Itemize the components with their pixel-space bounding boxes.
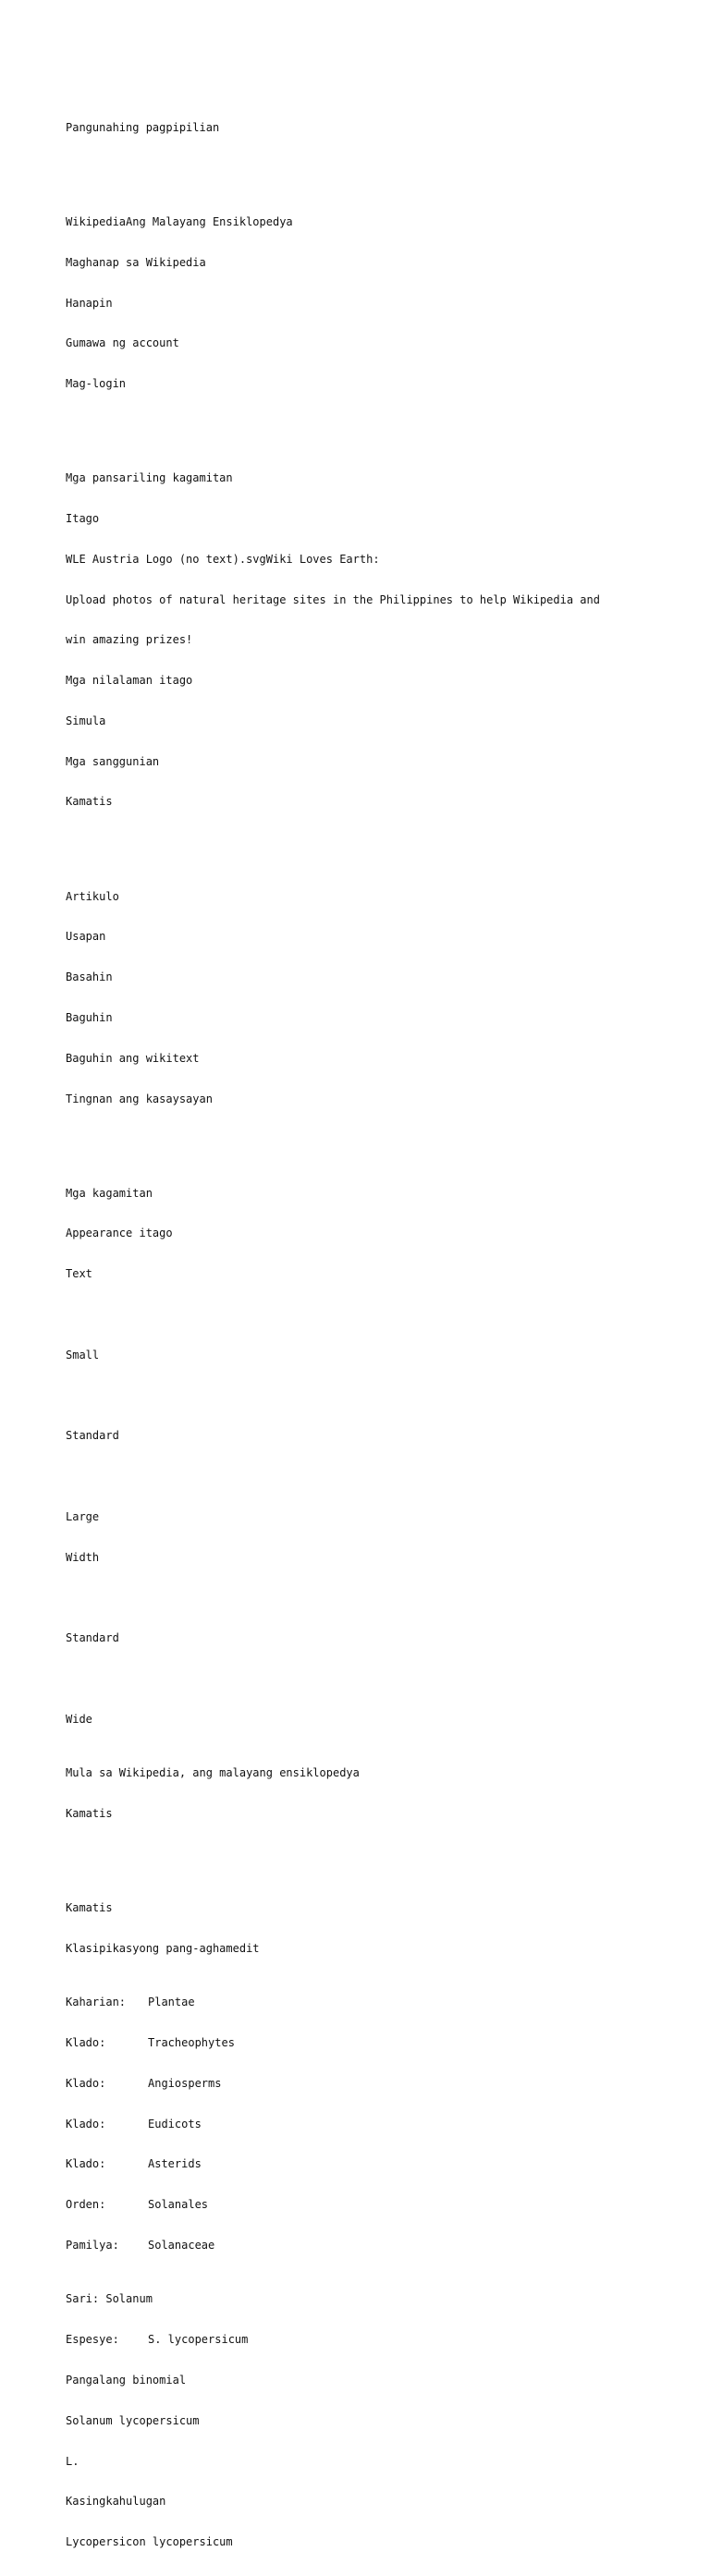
create-account-link[interactable]: Gumawa ng account [66, 336, 179, 350]
taxonomy-rank-label: Klado: [66, 2117, 106, 2130]
contents-hide-toggle[interactable]: Mga nilalaman itago [66, 674, 193, 688]
spacer [66, 162, 694, 176]
taxonomy-row [66, 1996, 694, 2009]
tab-article[interactable]: Artikulo [66, 889, 119, 903]
text-size-label: Text [66, 1267, 92, 1281]
infobox-classification-heading[interactable]: Klasipikasyong pang-aghamedit [66, 1941, 260, 1955]
tab-edit[interactable]: Baguhin [66, 1010, 113, 1024]
site-logo-link[interactable]: WikipediaAng Malayang Ensiklopedya [66, 214, 293, 228]
taxonomy-genus[interactable]: Sari: Solanum [66, 2292, 153, 2306]
article-tagline: Mula sa Wikipedia, ang malayang ensiklopedya [66, 1766, 360, 1780]
taxonomy-rank-label: Pamilya: [66, 2239, 119, 2252]
spacer [66, 1848, 694, 1862]
toc-title: Kamatis [66, 795, 113, 809]
toc-item-references[interactable]: Mga sanggunian [66, 754, 160, 768]
taxonomy-rank-label: Klado: [66, 2076, 106, 2090]
taxonomy-species-value: S. lycopersicum [148, 2333, 249, 2347]
appearance-toggle[interactable]: Appearance itago [66, 1227, 173, 1240]
taxonomy-row [66, 2118, 694, 2131]
binomial-author[interactable]: L. [66, 2454, 80, 2468]
search-input[interactable]: Maghanap sa Wikipedia [66, 255, 206, 269]
taxonomy-row [66, 2036, 694, 2050]
taxonomy-rank-label: Espesye: [66, 2333, 119, 2347]
tab-edit-wikitext[interactable]: Baguhin ang wikitext [66, 1051, 200, 1065]
taxonomy-row [66, 2198, 694, 2212]
text-size-standard-option[interactable]: Standard [66, 1429, 119, 1443]
banner-text-line-1[interactable]: WLE Austria Logo (no text).svgWiki Loves Earth: [66, 552, 380, 566]
synonyms-heading[interactable]: Kasingkahulugan [66, 2495, 166, 2509]
taxonomy-row [66, 2333, 694, 2347]
tab-history[interactable]: Tingnan ang kasaysayan [66, 1092, 213, 1105]
spacer [66, 1672, 694, 1686]
width-wide-option[interactable]: Wide [66, 1712, 92, 1726]
taxonomy-row [66, 2239, 694, 2252]
taxonomy-row [66, 2157, 694, 2171]
tab-read[interactable]: Basahin [66, 971, 113, 984]
taxonomy-rank-label: Orden: [66, 2198, 106, 2212]
width-standard-option[interactable]: Standard [66, 1631, 119, 1645]
toc-item-start[interactable]: Simula [66, 714, 106, 727]
banner-text-line-2: Upload photos of natural heritage sites in the Philippines to help Wikipedia and [66, 592, 600, 606]
taxonomy-value-link[interactable]: Tracheophytes [148, 2036, 235, 2050]
taxonomy-value-link[interactable]: Plantae [148, 1996, 195, 2009]
personal-tools-heading: Mga pansariling kagamitan [66, 471, 233, 485]
taxonomy-value-link[interactable]: Angiosperms [148, 2076, 222, 2090]
spacer [66, 1308, 694, 1322]
spacer [66, 1389, 694, 1403]
spacer [66, 1132, 694, 1146]
text-size-large-option[interactable]: Large [66, 1509, 100, 1523]
infobox-title: Kamatis [66, 1901, 113, 1915]
article-title: Kamatis [66, 1807, 113, 1820]
document-page [66, 80, 694, 2576]
spacer [66, 418, 694, 432]
search-button[interactable]: Hanapin [66, 296, 113, 310]
tools-heading[interactable]: Mga kagamitan [66, 1186, 153, 1200]
spacer [66, 1592, 694, 1605]
binomial-name: Solanum lycopersicum [66, 2413, 200, 2427]
main-menu-toggle[interactable]: Pangunahing pagpipilian [66, 120, 220, 134]
spacer [66, 1470, 694, 1483]
tab-talk[interactable]: Usapan [66, 930, 106, 944]
taxonomy-value-link[interactable]: Asterids [148, 2157, 202, 2171]
login-link[interactable]: Mag-login [66, 377, 127, 391]
spacer [66, 836, 694, 849]
taxonomy-rank-label: Kaharian: [66, 1996, 127, 2009]
banner-text-line-3: win amazing prizes! [66, 633, 193, 647]
taxonomy-value-link[interactable]: Eudicots [148, 2117, 202, 2130]
taxonomy-value-link[interactable]: Solanaceae [148, 2239, 215, 2252]
synonym-item: Lycopersicon lycopersicum [66, 2535, 233, 2549]
taxonomy-value-link[interactable]: Solanales [148, 2198, 209, 2212]
binomial-heading[interactable]: Pangalang binomial [66, 2373, 187, 2387]
hide-button[interactable]: Itago [66, 512, 100, 525]
taxonomy-rank-label: Klado: [66, 2157, 106, 2171]
taxonomy-row [66, 2077, 694, 2091]
taxonomy-rank-label: Klado: [66, 2036, 106, 2050]
text-size-small-option[interactable]: Small [66, 1348, 100, 1361]
width-label: Width [66, 1550, 100, 1564]
